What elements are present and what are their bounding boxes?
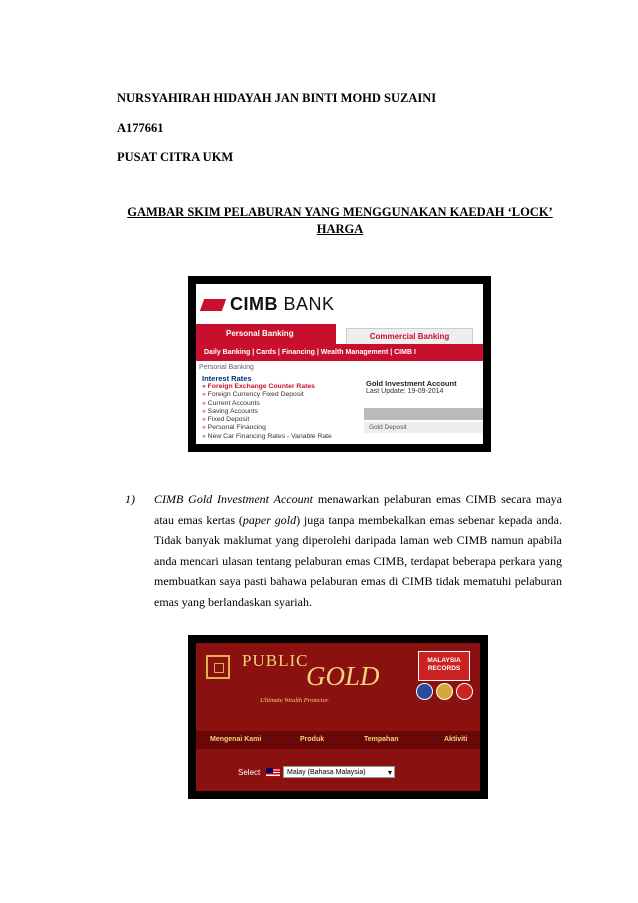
list-item: » Current Accounts <box>202 400 332 408</box>
brand-public: PUBLIC <box>242 651 309 670</box>
section-heading: Interest Rates <box>202 374 252 383</box>
list-item: » Fixed Deposit <box>202 416 332 424</box>
award-seal-icon <box>416 683 433 700</box>
malaysia-flag-icon <box>266 768 280 777</box>
paragraph-text-2: ) juga tanpa membekalkan emas sebenar kepada anda. Tidak banyak maklumat yang diperolehi daripada laman web CIMB namun apabila anda mencari ulasan tentang pelaburan emas CIMB, terdapat beberapa perkara yang membuatkan saya pasti bahawa pelaburan emas di CIMB tidak mematuhi pelaburan emas yang berlandaskan syariah. <box>154 512 562 609</box>
cimb-logo-bold: CIMB <box>230 294 278 314</box>
interest-rate-links <box>202 383 332 441</box>
language-select: Malay (Bahasa Malaysia) ▾ <box>283 766 395 778</box>
tagline: Ultimate Wealth Protector <box>260 697 329 704</box>
list-item: » Foreign Currency Fixed Deposit <box>202 391 332 399</box>
last-update: Last Update: 19-09-2014 <box>366 388 444 395</box>
cimb-menu-bar: Daily Banking | Cards | Financing | Wealth Management | CIMB I <box>196 344 483 361</box>
paragraph-lead: CIMB Gold Investment Account <box>154 492 313 506</box>
publicgold-emblem-icon <box>206 655 230 679</box>
nav-tempahan: Tempahan <box>364 736 399 743</box>
institution: PUSAT CITRA UKM <box>117 150 234 164</box>
list-item: » Saving Accounts <box>202 408 332 416</box>
list-number: 1) <box>125 492 135 506</box>
nav-mengenai-kami: Mengenai Kami <box>210 736 262 743</box>
tab-commercial-banking: Commercial Banking <box>346 328 473 345</box>
select-label: Select <box>238 768 261 777</box>
author-name: NURSYAHIRAH HIDAYAH JAN BINTI MOHD SUZAINI <box>117 91 437 105</box>
cimb-logo <box>202 294 335 315</box>
tab-personal-banking: Personal Banking <box>196 324 336 344</box>
award-seal-icon <box>456 683 473 700</box>
account-title: Gold Investment Account <box>366 379 457 388</box>
document-title: GAMBAR SKIM PELABURAN YANG MENGGUNAKAN KAEDAH ‘LOCK’ HARGA <box>127 205 553 236</box>
list-item: » Foreign Exchange Counter Rates <box>202 383 332 391</box>
cimb-logo-icon <box>200 299 226 311</box>
breadcrumb: Personal Banking <box>199 364 254 371</box>
nav-produk: Produk <box>300 736 325 743</box>
award-seal-icon <box>436 683 453 700</box>
nav-aktiviti: Aktiviti <box>444 736 468 743</box>
malaysia-records-badge: MALAYSIA RECORDS <box>418 651 470 681</box>
publicgold-screenshot <box>188 635 488 799</box>
divider-bar <box>364 408 483 420</box>
paper-gold-term: paper gold <box>242 512 297 527</box>
publicgold-nav <box>196 731 480 749</box>
brand-gold: GOLD <box>306 661 380 691</box>
paragraph-1 <box>125 489 562 612</box>
list-item: » New Car Financing Rates - Variable Rate <box>202 433 332 441</box>
matric-number: A177661 <box>117 121 164 135</box>
gold-deposit-label: Gold Deposit <box>364 422 483 433</box>
cimb-screenshot <box>188 276 491 452</box>
list-item: » Personal Financing <box>202 424 332 432</box>
paragraph-body <box>154 489 562 612</box>
cimb-logo-light: BANK <box>278 294 335 314</box>
paragraph-text-1: menawarkan pelaburan emas CIMB secara maya atau emas kertas ( <box>154 492 562 527</box>
